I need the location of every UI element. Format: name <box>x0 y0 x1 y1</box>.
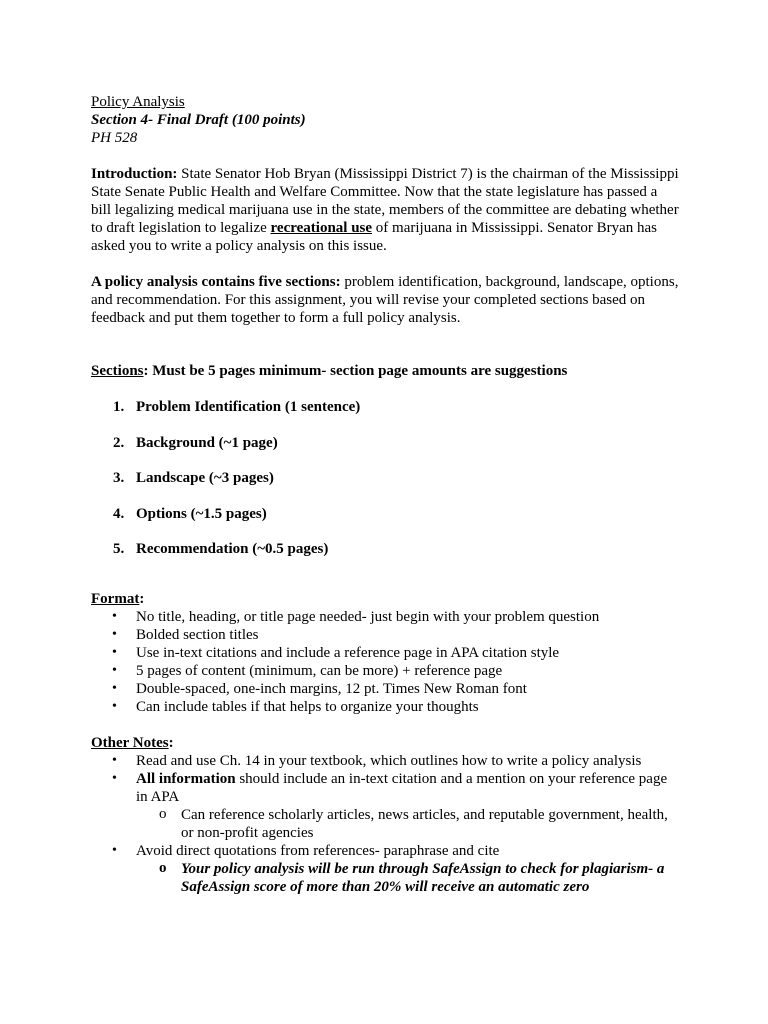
sub-bullet-icon: o <box>159 805 167 822</box>
bullet-icon: • <box>112 608 117 624</box>
sections-heading-text: : Must be 5 pages minimum- section page amounts are suggestions <box>143 363 568 379</box>
intro-paragraph <box>91 165 681 255</box>
intro-emphasis: recreational use <box>270 220 373 236</box>
format-list <box>91 608 681 716</box>
bullet-icon: • <box>112 626 117 642</box>
list-item <box>91 398 681 416</box>
overview-text: problem identification, background, landscape, options, and recommendation. For this assignment, you will revise your completed sections based on feedback and put them together to form a full policy analysis. <box>91 274 679 326</box>
doc-subtitle: Section 4- Final Draft (100 points) <box>91 112 306 128</box>
format-item-text: No title, heading, or title page needed- just begin with your problem question <box>136 608 600 625</box>
section-label: Landscape (~3 pages) <box>136 470 274 486</box>
note-sub-text: Can reference scholarly articles, news articles, and reputable government, health, or non-profit agencies <box>181 806 668 841</box>
notes-list <box>91 752 681 896</box>
list-item <box>91 752 681 770</box>
list-item <box>91 644 681 662</box>
list-item <box>91 505 681 523</box>
intro-label: Introduction: <box>91 166 178 182</box>
bullet-icon: • <box>112 770 117 786</box>
format-item-text: Use in-text citations and include a reference page in APA citation style <box>136 644 560 661</box>
list-item <box>91 626 681 644</box>
format-item-text: Can include tables if that helps to organize your thoughts <box>136 698 479 715</box>
sub-bullet-icon: o <box>159 859 167 876</box>
list-number: 5. <box>113 541 125 557</box>
list-item <box>91 540 681 558</box>
bullet-icon: • <box>112 752 117 768</box>
list-item <box>91 608 681 626</box>
format-heading-colon: : <box>139 590 145 607</box>
list-number: 1. <box>113 399 125 415</box>
list-item <box>136 860 681 896</box>
section-label: Problem Identification (1 sentence) <box>136 399 361 415</box>
note-text: should include an in-text citation and a mention on your reference page in APA <box>136 770 668 805</box>
sections-heading <box>91 362 681 380</box>
overview-paragraph <box>91 273 681 327</box>
sub-list <box>136 860 681 896</box>
document-page <box>91 93 681 896</box>
overview-label: A policy analysis contains five sections: <box>91 274 341 290</box>
list-item <box>91 662 681 680</box>
notes-heading <box>91 734 681 752</box>
intro-text-1: State Senator Hob Bryan (Mississippi District 7) is the chairman of the Mississippi State Senate Public Health and Welfare Committee. Now that the state legislature has passed a bill legalizing medical marijuana use in the state, members of the committee are debating whether to draft legislation to legalize <box>91 166 679 236</box>
note-text: Read and use Ch. 14 in your textbook, which outlines how to write a policy analysis <box>136 752 642 769</box>
list-number: 4. <box>113 505 125 522</box>
course-code: PH 528 <box>91 130 138 146</box>
list-item <box>91 434 681 452</box>
doc-title: Policy Analysis <box>91 94 185 110</box>
sections-list <box>91 398 681 558</box>
list-item <box>91 680 681 698</box>
section-label: Recommendation (~0.5 pages) <box>136 541 329 557</box>
section-label: Background (~1 page) <box>136 434 278 451</box>
notes-heading-label: Other Notes <box>91 734 169 751</box>
plagiarism-warning: Your policy analysis will be run through SafeAssign to check for plagiarism- a SafeAssign score of more than 20% will receive an automatic zero <box>181 860 665 895</box>
bullet-icon: • <box>112 842 117 858</box>
list-item <box>91 698 681 716</box>
list-item <box>136 806 681 842</box>
format-item-text: Double-spaced, one-inch margins, 12 pt. Times New Roman font <box>136 680 527 697</box>
bullet-icon: • <box>112 662 117 678</box>
list-item <box>91 469 681 487</box>
format-heading <box>91 590 681 608</box>
note-text: Avoid direct quotations from references- paraphrase and cite <box>136 842 500 859</box>
format-heading-label: Format <box>91 590 140 607</box>
notes-heading-colon: : <box>168 734 174 751</box>
sub-list <box>136 806 681 842</box>
section-label: Options (~1.5 pages) <box>136 505 267 522</box>
list-number: 2. <box>113 434 125 451</box>
format-item-text: 5 pages of content (minimum, can be more) + reference page <box>136 662 503 679</box>
list-item <box>91 770 681 842</box>
format-item-text: Bolded section titles <box>136 626 259 643</box>
bullet-icon: • <box>112 644 117 660</box>
sections-heading-label: Sections <box>91 363 144 379</box>
list-number: 3. <box>113 470 125 486</box>
intro-text-2: of marijuana in Mississippi. Senator Bryan has asked you to write a policy analysis on this issue. <box>91 220 658 254</box>
bullet-icon: • <box>112 680 117 696</box>
list-item <box>91 842 681 896</box>
bullet-icon: • <box>112 698 117 714</box>
note-bold-text: All information <box>136 770 236 787</box>
